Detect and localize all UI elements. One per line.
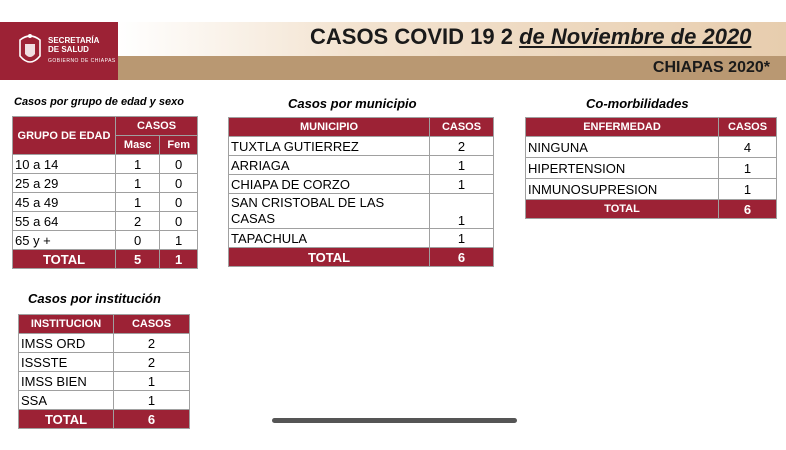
table-row (13, 193, 198, 212)
row-casos: 1 (430, 175, 494, 194)
row-fem: 0 (160, 212, 198, 231)
total-value: 6 (430, 248, 494, 267)
title-text: CASOS COVID 19 2 (310, 24, 513, 49)
col-casos: CASOS (430, 118, 494, 137)
col-masc: Masc (116, 136, 160, 155)
row-casos: 1 (430, 229, 494, 248)
page-header (0, 22, 786, 80)
logo-panel (0, 22, 118, 80)
row-masc: 1 (116, 174, 160, 193)
table-row (13, 231, 198, 250)
row-casos: 1 (719, 179, 777, 200)
row-fem: 1 (160, 231, 198, 250)
row-label: IMSS BIEN (19, 372, 114, 391)
table-row (19, 391, 190, 410)
total-label: TOTAL (13, 250, 116, 269)
row-label: ISSSTE (19, 353, 114, 372)
total-row (526, 200, 777, 219)
row-label: IMSS ORD (19, 334, 114, 353)
total-row (19, 410, 190, 429)
row-masc: 1 (116, 155, 160, 174)
row-label: CHIAPA DE CORZO (229, 175, 430, 194)
edad-heading: Casos por grupo de edad y sexo (14, 96, 184, 108)
row-casos: 1 (430, 194, 494, 229)
row-label: TUXTLA GUTIERREZ (229, 137, 430, 156)
row-label: TAPACHULA (229, 229, 430, 248)
table-row (526, 158, 777, 179)
table-row (229, 156, 494, 175)
row-fem: 0 (160, 193, 198, 212)
row-label: NINGUNA (526, 137, 719, 158)
logo-line3: GOBIERNO DE CHIAPAS (48, 58, 116, 64)
institucion-heading: Casos por institución (28, 291, 161, 306)
table-row (229, 229, 494, 248)
logo-line1: SECRETARÍA (48, 36, 100, 45)
col-fem: Fem (160, 136, 198, 155)
row-casos: 2 (430, 137, 494, 156)
scroll-indicator[interactable] (272, 418, 517, 423)
row-masc: 1 (116, 193, 160, 212)
row-casos: 1 (114, 372, 190, 391)
row-label: 25 a 29 (13, 174, 116, 193)
row-label: 45 a 49 (13, 193, 116, 212)
logo-text (48, 36, 99, 54)
col-grupo-edad: GRUPO DE EDAD (13, 117, 116, 155)
table-row (19, 334, 190, 353)
row-label: 65 y + (13, 231, 116, 250)
row-label: 55 a 64 (13, 212, 116, 231)
table-row (19, 353, 190, 372)
row-label: SAN CRISTOBAL DE LAS CASAS (229, 194, 430, 229)
municipio-table (228, 117, 494, 267)
row-masc: 0 (116, 231, 160, 250)
table-row (13, 155, 198, 174)
institucion-table (18, 314, 190, 429)
table-row (13, 174, 198, 193)
table-row (19, 372, 190, 391)
page-title (310, 24, 751, 50)
logo-line2: DE SALUD (48, 45, 89, 54)
row-casos: 4 (719, 137, 777, 158)
col-casos: CASOS (116, 117, 198, 136)
col-casos: CASOS (114, 315, 190, 334)
col-casos: CASOS (719, 118, 777, 137)
page-subtitle: CHIAPAS 2020* (652, 59, 770, 76)
total-value: 6 (114, 410, 190, 429)
total-value: 6 (719, 200, 777, 219)
col-enfermedad: ENFERMEDAD (526, 118, 719, 137)
row-casos: 2 (114, 353, 190, 372)
table-row (526, 137, 777, 158)
total-row (229, 248, 494, 267)
municipio-heading: Casos por municipio (288, 96, 417, 111)
table-row (229, 137, 494, 156)
total-row (13, 250, 198, 269)
table-row (229, 175, 494, 194)
row-fem: 0 (160, 155, 198, 174)
total-fem: 1 (160, 250, 198, 269)
row-label: INMUNOSUPRESION (526, 179, 719, 200)
col-municipio: MUNICIPIO (229, 118, 430, 137)
total-label: TOTAL (526, 200, 719, 219)
row-label: SSA (19, 391, 114, 410)
row-casos: 1 (719, 158, 777, 179)
total-label: TOTAL (19, 410, 114, 429)
row-label: 10 a 14 (13, 155, 116, 174)
comorb-table (525, 117, 777, 219)
row-label: HIPERTENSION (526, 158, 719, 179)
col-institucion: INSTITUCION (19, 315, 114, 334)
table-row (526, 179, 777, 200)
total-masc: 5 (116, 250, 160, 269)
row-label: ARRIAGA (229, 156, 430, 175)
row-casos: 2 (114, 334, 190, 353)
coat-of-arms-icon (16, 30, 44, 70)
table-row (229, 194, 494, 229)
comorb-heading: Co-morbilidades (586, 96, 689, 111)
total-label: TOTAL (229, 248, 430, 267)
title-date: de Noviembre de 2020 (519, 24, 752, 49)
row-masc: 2 (116, 212, 160, 231)
row-casos: 1 (430, 156, 494, 175)
edad-table (12, 116, 198, 269)
table-row (13, 212, 198, 231)
row-fem: 0 (160, 174, 198, 193)
row-casos: 1 (114, 391, 190, 410)
